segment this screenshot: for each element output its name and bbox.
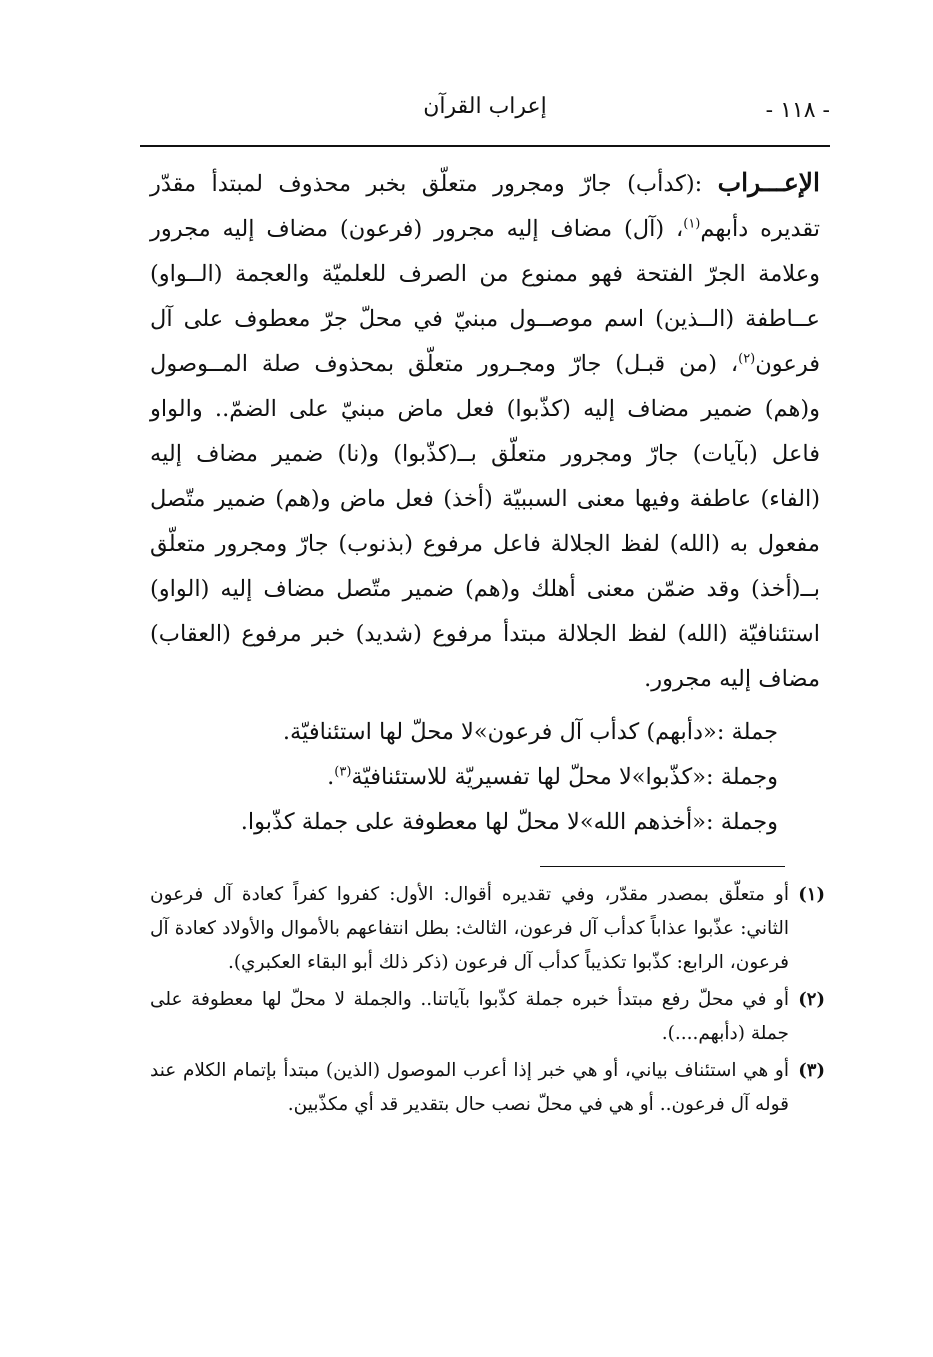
analysis-text-2: ، (آل) مضاف إليه مجرور (فرعون) مضاف إليه مجرور وعلامة الجرّ الفتحة فهو ممنوع من الصرف للعلميّة والعجمة (الــواو) عــاطفة (الــذين) اسم موصــول مبنيّ في محلّ جرّ معطوف على آل فرعون [150,216,820,377]
sentence-2-text: وجملة :«كذّبوا»لا محلّ لها تفسيريّة للاستئنافيّة [351,764,778,790]
footnotes [150,878,825,1125]
running-title: إعراب القرآن [423,94,547,119]
header-rule [140,145,830,147]
sentence-2 [218,755,778,800]
footnote-1 [150,878,825,980]
analysis-text-3: ، (من قبـل) جارّ ومجـرور متعلّق بمحذوف صلة المــوصول و(هم) ضمير مضاف إليه (كذّبوا) فعل ماض مبنيّ على الضمّ.. والواو فاعل (بآيات) جارّ ومجرور متعلّق بــ(كذّبوا) و(نا) ضمير مضاف إليه (الفاء) عاطفة وفيها معنى السببيّة (أخذ) فعل ماض و(هم) ضمير متّصل مفعول به (الله) لفظ الجلالة فاعل مرفوع (بذنوب) جارّ ومجرور متعلّق بــ(أخذ) وقد ضمّن معنى أهلك و(هم) ضمير متّصل مضاف إليه (الواو) استئنافيّة (الله) لفظ الجلالة مبتدأ مرفوع (شديد) خبر مرفوع (العقاب) مضاف إليه مجرور. [150,351,820,692]
sentence-list [218,710,778,845]
footnote-text: أو متعلّق بمصدر مقدّر، وفي تقديره أقوال: الأول: كفروا كفراً كعادة آل فرعون الثاني: عذّبوا عذاباً كدأب آل فرعون، الثالث: بطل انتفاعهم بالأموال والأولاد كعادة آل فرعون، الرابع: كذّبوا تكذيباً كدأب آل فرعون (ذكر ذلك أبو البقاء العكبري). [150,884,789,973]
footnote-number: (١) [798,884,825,905]
page-number: - ١١٨ - [765,98,830,123]
sentence-2-end: . [327,764,335,790]
footnote-rule [540,866,785,867]
section-label: الإعـــراب [717,168,820,197]
analysis-paragraph [150,160,820,702]
analysis-text-1: :(كدأب) جارّ ومجرور متعلّق بخبر محذوف لمبتدأ مقدّر تقديره دأبهم [150,171,821,242]
main-text [150,160,820,702]
footnote-ref-3[interactable]: (٣) [334,764,352,780]
footnote-ref-2[interactable]: (٢) [738,351,756,367]
sentence-1: جملة :«دأبهم) كدأب آل فرعون»لا محلّ لها استئنافيّة. [282,719,778,745]
footnote-number: (٢) [798,989,825,1010]
footnote-text: أو في محلّ رفع مبتدأ خبره جملة كذّبوا بآياتنا.. والجملة لا محلّ لها معطوفة على جملة (دأبهم....). [150,989,789,1044]
footnote-text: أو هي استئناف بياني، أو هي خبر إذا أعرب الموصول (الذين) مبتدأ بإتمام الكلام عند قوله آل فرعون.. أو هي في محلّ نصب حال بتقدير قد أي مكذّبين. [150,1060,789,1115]
footnote-3 [150,1054,825,1122]
footnote-number: (٣) [798,1060,825,1081]
footnote-2 [150,983,825,1051]
footnote-ref-1[interactable]: (١) [683,216,701,232]
sentence-3: وجملة :«أخذهم الله»لا محلّ لها معطوفة على جملة كذّبوا. [240,809,778,835]
page-header [140,92,830,132]
